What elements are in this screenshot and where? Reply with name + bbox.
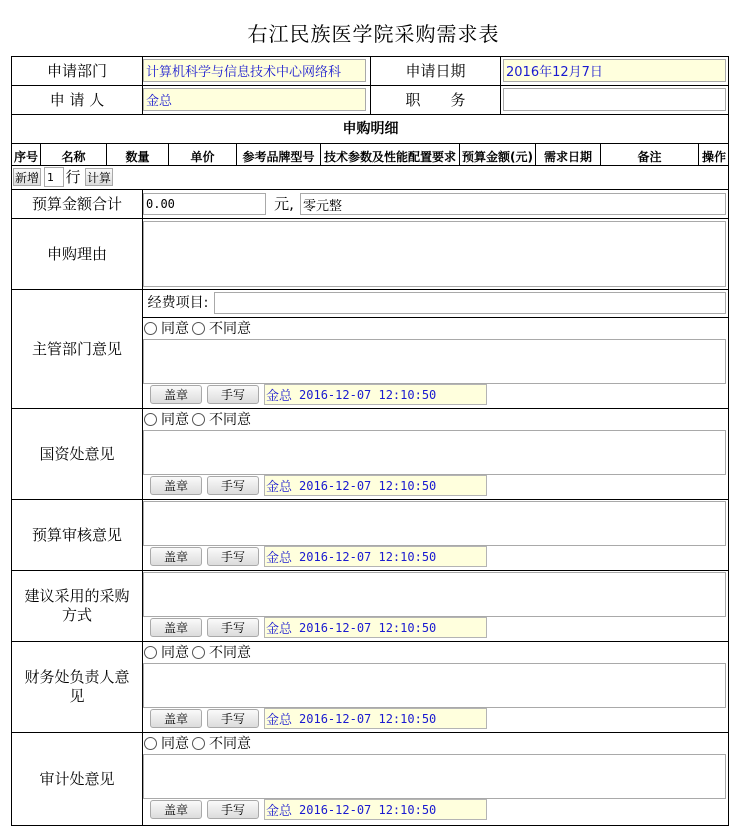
- budget-unit-label: 元,: [274, 194, 294, 213]
- dept-label: 申请部门: [46, 61, 107, 80]
- audit-opinion-textarea[interactable]: [143, 754, 726, 799]
- col-header-quantity: 数量: [125, 149, 150, 164]
- budget-review-textarea[interactable]: [143, 501, 726, 546]
- applicant-label: 申 请 人: [49, 90, 105, 109]
- budget-total-input[interactable]: 0.00: [143, 193, 266, 215]
- col-header-need-date: 需求日期: [543, 149, 592, 164]
- fee-item-label: 经费项目:: [147, 294, 209, 311]
- dept-field[interactable]: 计算机科学与信息技术中心网络科: [143, 59, 366, 82]
- row-unit-label: 行: [65, 167, 81, 186]
- col-header-index: 序号: [13, 149, 38, 164]
- radio-circle-icon: [144, 413, 157, 426]
- audit-handwrite-button[interactable]: 手写: [207, 800, 259, 819]
- assets-agree-radio[interactable]: 同意: [144, 410, 189, 428]
- procure-method-label: 建议采用的采购 方式: [24, 587, 130, 624]
- col-header-tech-specs: 技术参数及性能配置要求: [323, 149, 456, 164]
- assets-signature: [264, 475, 487, 496]
- applicant-field[interactable]: 金总: [143, 88, 366, 111]
- calculate-button[interactable]: 计算: [85, 168, 113, 186]
- finance-agree-radio[interactable]: 同意: [144, 643, 189, 661]
- reason-textarea[interactable]: [143, 221, 726, 287]
- row-divider: [11, 143, 729, 144]
- supervisor-stamp-button[interactable]: 盖章: [150, 385, 202, 404]
- supervisor-handwrite-button[interactable]: 手写: [207, 385, 259, 404]
- procure-method-signature: [264, 617, 487, 638]
- supervisor-opinion-label: 主管部门意见: [31, 339, 122, 358]
- radio-circle-icon: [192, 737, 205, 750]
- radio-circle-icon: [144, 322, 157, 335]
- sign-datetime: 2016-12-07 12:10:50: [299, 620, 437, 635]
- supervisor-signature: [264, 384, 487, 405]
- signer-name: 金总: [266, 389, 293, 404]
- finance-disagree-radio[interactable]: 不同意: [192, 643, 251, 661]
- procure-method-handwrite-button[interactable]: 手写: [207, 618, 259, 637]
- sign-datetime: 2016-12-07 12:10:50: [299, 711, 437, 726]
- row-divider: [11, 165, 729, 166]
- signer-name: 金总: [266, 551, 293, 566]
- assets-handwrite-button[interactable]: 手写: [207, 476, 259, 495]
- sign-datetime: 2016-12-07 12:10:50: [299, 549, 437, 564]
- sign-datetime: 2016-12-07 12:10:50: [299, 802, 437, 817]
- date-field[interactable]: 2016年12月7日: [503, 59, 726, 82]
- budget-review-handwrite-button[interactable]: 手写: [207, 547, 259, 566]
- reason-label: 申购理由: [46, 244, 107, 263]
- radio-circle-icon: [144, 737, 157, 750]
- audit-agree-radio[interactable]: 同意: [144, 734, 189, 752]
- radio-circle-icon: [144, 646, 157, 659]
- col-header-brand-model: 参考品牌型号: [242, 149, 315, 164]
- signer-name: 金总: [266, 622, 293, 637]
- col-header-name: 名称: [61, 149, 86, 164]
- finance-handwrite-button[interactable]: 手写: [207, 709, 259, 728]
- audit-signature: [264, 799, 487, 820]
- budget-total-label: 预算金额合计: [31, 194, 122, 213]
- assets-stamp-button[interactable]: 盖章: [150, 476, 202, 495]
- sign-datetime: 2016-12-07 12:10:50: [299, 387, 437, 402]
- budget-words-input[interactable]: 零元整: [300, 193, 726, 215]
- details-heading: 申购明细: [342, 120, 399, 137]
- radio-circle-icon: [192, 413, 205, 426]
- position-field[interactable]: [503, 88, 726, 111]
- row-count-input[interactable]: 1: [44, 167, 64, 187]
- audit-stamp-button[interactable]: 盖章: [150, 800, 202, 819]
- radio-circle-icon: [192, 646, 205, 659]
- col-header-unit-price: 单价: [190, 149, 215, 164]
- sign-datetime: 2016-12-07 12:10:50: [299, 478, 437, 493]
- fee-item-input[interactable]: [214, 292, 726, 314]
- supervisor-disagree-radio[interactable]: 不同意: [192, 319, 251, 337]
- signer-name: 金总: [266, 480, 293, 495]
- col-header-actions: 操作: [701, 149, 726, 164]
- budget-review-signature: [264, 546, 487, 567]
- finance-stamp-button[interactable]: 盖章: [150, 709, 202, 728]
- procure-method-stamp-button[interactable]: 盖章: [150, 618, 202, 637]
- page-title: 右江民族医学院采购需求表: [247, 22, 500, 46]
- radio-circle-icon: [192, 322, 205, 335]
- supervisor-opinion-textarea[interactable]: [143, 339, 726, 384]
- assets-disagree-radio[interactable]: 不同意: [192, 410, 251, 428]
- budget-review-label: 预算审核意见: [31, 525, 122, 544]
- col-header-remarks: 备注: [637, 149, 662, 164]
- date-label: 申请日期: [405, 61, 466, 80]
- position-label: 职 务: [405, 90, 466, 109]
- add-row-button[interactable]: 新增: [13, 168, 41, 186]
- budget-review-stamp-button[interactable]: 盖章: [150, 547, 202, 566]
- signer-name: 金总: [266, 713, 293, 728]
- finance-signature: [264, 708, 487, 729]
- finance-opinion-label: 财务处负责人意 见: [24, 668, 130, 705]
- procure-method-textarea[interactable]: [143, 572, 726, 617]
- audit-opinion-label: 审计处意见: [39, 769, 115, 788]
- audit-disagree-radio[interactable]: 不同意: [192, 734, 251, 752]
- assets-opinion-label: 国资处意见: [39, 444, 115, 463]
- signer-name: 金总: [266, 804, 293, 819]
- assets-opinion-textarea[interactable]: [143, 430, 726, 475]
- col-divider: [500, 56, 501, 114]
- finance-opinion-textarea[interactable]: [143, 663, 726, 708]
- supervisor-agree-radio[interactable]: 同意: [144, 319, 189, 337]
- col-header-budget-amount: 预算金额(元): [462, 149, 533, 164]
